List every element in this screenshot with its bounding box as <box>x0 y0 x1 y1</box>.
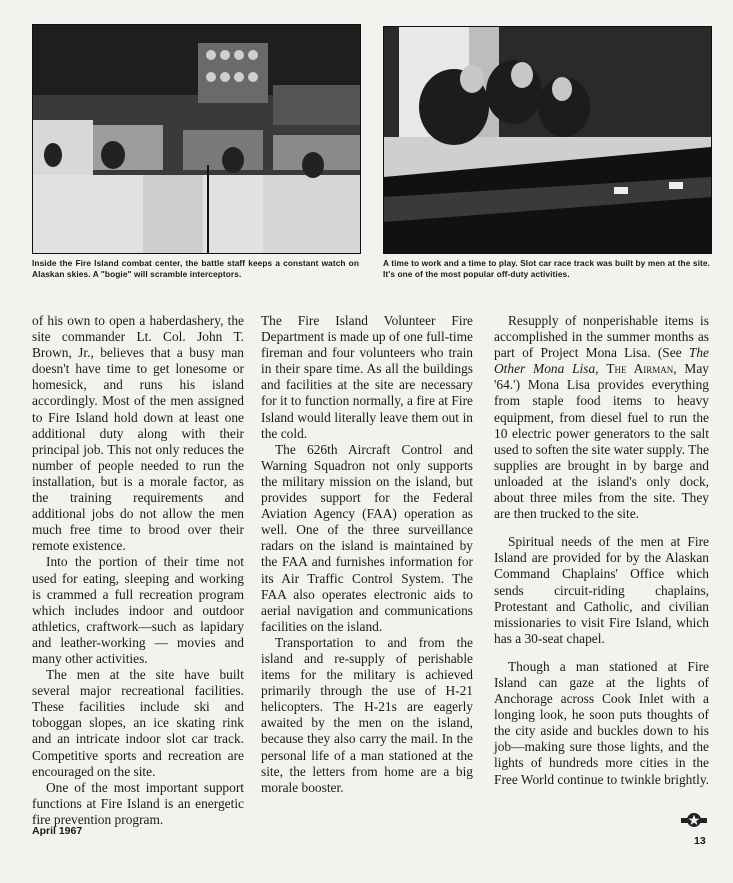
slot-car-caption: A time to work and a time to play. Slot car race track was built by men at the site. It's one of the most popular off-duty activities. <box>383 258 710 279</box>
combat-center-photo <box>32 24 361 254</box>
text-run: May '64.') Mona Lisa provides everything from staple food items to heavy equipment, from diesel fuel to run the 10 electric power generators to the salt used to soften the site water supply. The supplies are brought in by barge and unloaded at the island's only dock, about three miles from the site. They are then trucked to the site. <box>494 361 709 522</box>
paragraph: Transportation to and from the island and re-supply of perishable items for the military is achieved primarily through the use of H-21 helicopters. The H-21s are eagerly awaited by the men on the island, because they also carry the mail. In the personal life of a man stationed at the site, the letters from home are a big morale booster. <box>261 634 473 795</box>
usaf-star-emblem-icon <box>681 810 707 830</box>
paragraph: Though a man stationed at Fire Island can gaze at the lights of Anchorage across Cook Inlet with a longing look, he soon puts thoughts of the city aside and buckles down to his job—making sure those lights, and the lights of hundreds more cities in the Free World continue to twinkle brightly. <box>494 658 709 787</box>
paragraph: Spiritual needs of the men at Fire Island are provided for by the Alaskan Command Chaplains' Office which sends circuit-riding chaplains, Protestant and Catholic, and civilian missionaries to visit Fire Island, which has a 30-seat chapel. <box>494 534 709 646</box>
italic-title: The Other Mona Lisa, <box>494 345 709 377</box>
paragraph <box>494 313 709 522</box>
paragraph: of his own to open a haberdashery, the site commander Lt. Col. John T. Brown, Jr., believes that a busy man doesn't have time to get lonesome or homesick, and runs his island accordingly. Most of the men assigned to Fire Island hold down at least one additional duty along with their principal job. This not only reduces the number of people needed to run the installation, but is a morale factor, as the training requirements and additional jobs do not allow the men much free time to brood over their remote existence. <box>32 313 244 554</box>
slot-car-photo <box>383 26 712 254</box>
paragraph: The Fire Island Volunteer Fire Department is made up of one full-time fireman and four volunteers who train in their spare time. As all the buildings and facilities at the site are necessary for it to function normally, a fire at Fire Island would literally leave them out in the cold. <box>261 313 473 441</box>
text-run: Resupply of nonperishable items is accomplished in the summer months as part of Project Mona Lisa. (See <box>494 313 709 361</box>
slot-car-image <box>384 27 711 253</box>
combat-center-caption: Inside the Fire Island combat center, the battle staff keeps a constant watch on Alaskan skies. A "bogie" will scramble interceptors. <box>32 258 359 279</box>
paragraph: The 626th Aircraft Control and Warning Squadron not only supports the military mission on the island, but provides support for the Federal Aviation Agency (FAA) operation as well. One of the three surveillance radars on the island is maintained by the FAA and furnishes information for its Air Traffic Control System. The FAA also operates electronic aids to aerial navigation and communications facilities on the island. <box>261 441 473 634</box>
article-column-3 <box>494 313 709 788</box>
paragraph: Into the portion of their time not used for eating, sleeping and working is crammed a full recreation program which includes indoor and outdoor athletics, craftwork—such as lapidary and leather-working — movies and many other activities. <box>32 554 244 666</box>
issue-date: April 1967 <box>32 825 83 837</box>
page-number: 13 <box>694 835 706 847</box>
magazine-name: The Airman, <box>606 361 677 377</box>
combat-center-image <box>33 25 360 253</box>
article-column-1 <box>32 313 244 828</box>
article-column-2 <box>261 313 473 796</box>
paragraph: The men at the site have built several major recreational facilities. These facilities include ski and toboggan slopes, an ice skating rink and an intricate indoor slot car track. Competitive sports and recreation are encouraged on the site. <box>32 667 244 779</box>
paragraph: One of the most important support functions at Fire Island is an energetic fire prevention program. <box>32 779 244 827</box>
